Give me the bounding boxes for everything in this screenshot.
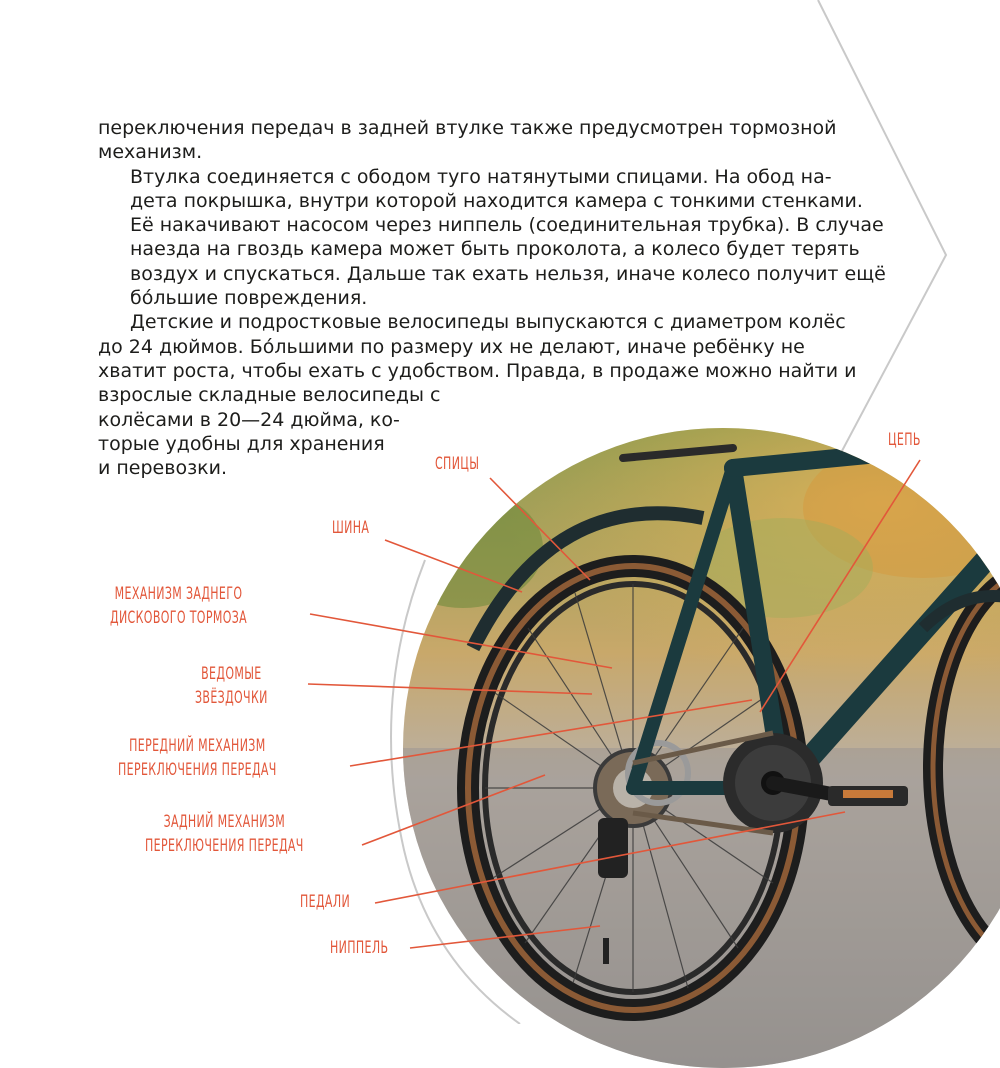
label-front-derailleur-line1: ПЕРЕДНИЙ МЕХАНИЗМ: [129, 736, 266, 756]
label-sprockets: [195, 662, 268, 710]
label-valve: [330, 936, 388, 960]
label-spokes: [435, 452, 479, 476]
label-valve-text: НИППЕЛЬ: [330, 938, 389, 958]
label-disc-brake-line1: МЕХАНИЗМ ЗАДНЕГО: [114, 584, 243, 604]
text-line: воздух и спускаться. Дальше так ехать нельзя, иначе колесо получит ещё: [130, 262, 886, 285]
text-line: механизм.: [98, 141, 203, 164]
leader-sprockets: [308, 684, 592, 694]
label-disc-brake: [110, 582, 247, 630]
text-line: Втулка соединяется с ободом туго натянутыми спицами. На обод на-: [130, 165, 832, 188]
text-line: торые удобны для хранения: [98, 432, 385, 455]
label-tire: [332, 516, 369, 540]
label-rear-derailleur: [145, 810, 304, 858]
text-line: хватит роста, чтобы ехать с удобством. Правда, в продаже можно найти и: [98, 359, 857, 382]
label-pedals-text: ПЕДАЛИ: [300, 892, 351, 912]
label-pedals: [300, 890, 350, 914]
text-line: Детские и подростковые велосипеды выпускаются с диаметром колёс: [130, 311, 846, 334]
label-sprockets-line1: ВЕДОМЫЕ: [201, 664, 262, 684]
leader-spokes: [490, 478, 590, 580]
label-chain-text: ЦЕПЬ: [888, 430, 921, 450]
label-chain: [888, 428, 921, 452]
leader-tire: [385, 540, 522, 592]
text-line: и перевозки.: [98, 457, 228, 480]
leader-disc-brake: [310, 614, 612, 668]
label-front-derailleur-line2: ПЕРЕКЛЮЧЕНИЯ ПЕРЕДАЧ: [118, 760, 277, 780]
label-rear-derailleur-line1: ЗАДНИЙ МЕХАНИЗМ: [163, 812, 286, 832]
text-line: бо́льшие повреждения.: [130, 287, 368, 310]
text-line: до 24 дюймов. Бо́льшими по размеру их не делают, иначе ребёнку не: [98, 335, 805, 358]
label-front-derailleur: [118, 734, 277, 782]
label-spokes-text: СПИЦЫ: [435, 454, 480, 474]
text-line: наезда на гвоздь камера может быть проколота, а колесо будет терять: [130, 238, 860, 261]
text-line: переключения передач в задней втулке также предусмотрен тормозной: [98, 117, 837, 139]
text-line: дета покрышка, внутри которой находится камера с тонкими стенками.: [130, 189, 863, 212]
text-line: Её накачивают насосом через ниппель (соединительная трубка). В случае: [130, 214, 884, 237]
label-disc-brake-line2: ДИСКОВОГО ТОРМОЗА: [110, 608, 248, 628]
label-tire-text: ШИНА: [332, 518, 370, 538]
text-line: колёсами в 20—24 дюйма, ко-: [98, 408, 400, 431]
leader-pedals: [375, 812, 845, 903]
label-rear-derailleur-line2: ПЕРЕКЛЮЧЕНИЯ ПЕРЕДАЧ: [145, 836, 304, 856]
leader-valve: [410, 926, 600, 948]
leader-front-derailleur: [350, 700, 752, 766]
leader-chain: [760, 460, 920, 712]
leader-rear-derailleur: [362, 775, 545, 845]
label-sprockets-line2: ЗВЁЗДОЧКИ: [195, 688, 268, 708]
text-line: взрослые складные велосипеды с: [98, 384, 441, 407]
